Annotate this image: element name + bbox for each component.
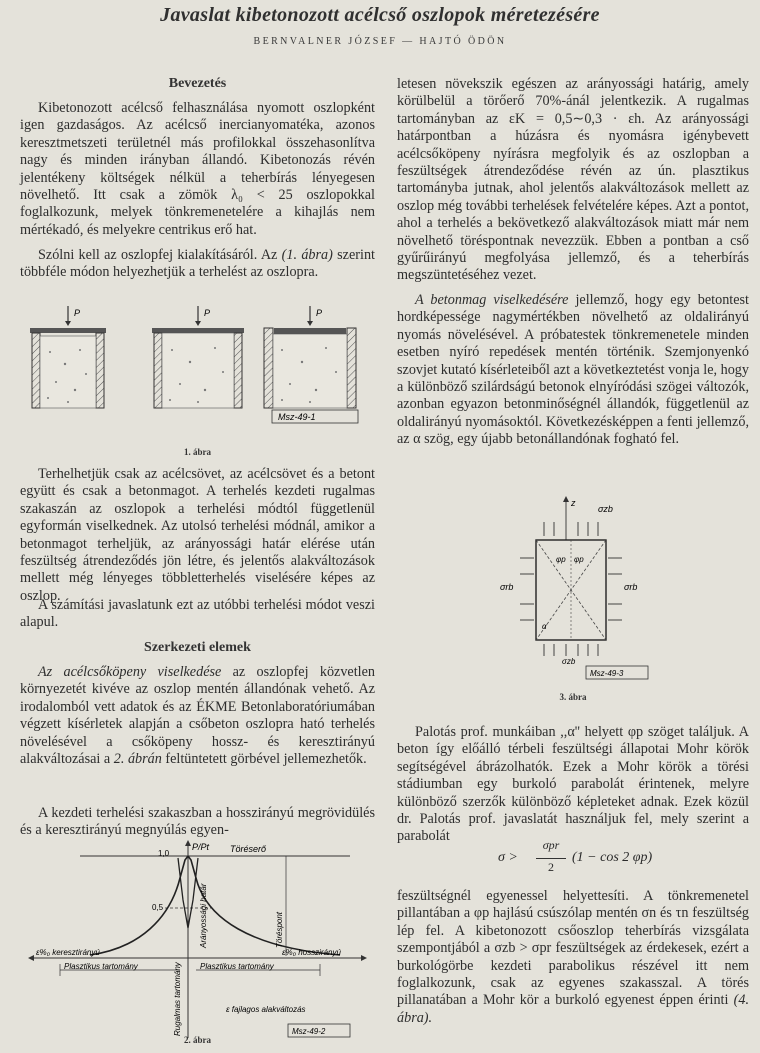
- label-alpha: α: [542, 622, 547, 631]
- figure-3-diagram: [490, 494, 650, 684]
- emphasis-term: Az acélcsőköpeny viselkedése: [38, 664, 222, 680]
- load-label: P: [316, 308, 323, 318]
- fraction-bar: [536, 858, 566, 859]
- tick-label-05: 0,5: [152, 903, 164, 912]
- paragraph-tangent-line: [397, 888, 749, 1027]
- formula: [498, 840, 698, 880]
- load-label: P: [74, 308, 81, 318]
- label-phi-1: φp: [556, 555, 566, 564]
- axis-label-load: P/Pt: [192, 842, 210, 852]
- figure-reference: (4. ábra).: [397, 992, 749, 1026]
- paragraph-steel-behaviour: [20, 664, 375, 768]
- text-segment: feltüntetett görbével jellemezhetők.: [161, 751, 367, 768]
- paragraph-loading-modes: Terhelhetjük csak az acélcsövet, az acélcsövet és a betont együtt és csak a betonmagot. A terhelés kezdeti rugalmas szakaszán az oszlopok a terhelési módtól függetlenül egyformán viselkednek. Az utolsó terhelési módnál, amikor a betonmagot terheljük, az arányossági határ elérése után feszültség átrendeződés jön létre, és jelentős alakváltozások mellett még lényeges többletterhelés viselésére képes az oszlop.: [20, 466, 375, 604]
- article-title: Javaslat kibetonozott acélcső oszlopok méretezésére: [160, 4, 600, 26]
- figure-reference: (1. ábra): [281, 247, 333, 263]
- label-sigma-rb-right: σrb: [624, 582, 638, 592]
- formula-lhs: σ >: [498, 850, 518, 865]
- figure-1-column-c: [264, 306, 358, 423]
- label-phi-2: φp: [574, 555, 584, 564]
- label-elastic-range: Rugalmas tartomány: [173, 962, 182, 1036]
- paragraph-continued: letesen növekszik egészen az arányossági határig, amely körülbelül a törőerő 70%-ánál jelentkezik. A rugalmas tartományban az εK = 0,5∼0,3 · εh. Az arányossági határpontban a húzásra és nyomásra igénybevett acélcsőköpeny nyírásra megfolyik és az oszlopban a feszültségek átrendeződése révén az ún. plasztikus tartományba jutnak, ahol jelentős alakváltozások mellett az oszlop még további terhelések felvételére képes. Azt a pontot, ahol a terhelés a bekövetkező alakváltozások miatt már nem növelhető töréspontnak nevezzük. Ebben a pontban a cső gyűrűirányú megfolyása jellemző, és a teherbírás megszüntetéséhez vezet.: [397, 76, 749, 284]
- paragraph-initial-phase: A kezdeti terhelési szakaszban a hosszirányú megrövidülés és a keresztirányú megnyúlás egyen-: [20, 805, 375, 839]
- figure-1-column-heads: [20, 302, 375, 442]
- figure-2-diagram: [20, 838, 375, 1050]
- text-segment: az oszlopfej közvetlen környezetét kivéve az oszlop mentén állandónak vehető. Az irodalomból vett adatok és az ÉKME Betonlaboratóriumában végzett kísérletek alapján a csőbeton oszlopra ható terhelés növelésével a csőköpeny hossz- és keresztirányú alakváltozásai a: [20, 664, 375, 768]
- axis-label-z: z: [571, 498, 576, 508]
- label-strain: ε fajlagos alakváltozás: [226, 1005, 306, 1014]
- label-breaking-point: Töréspont: [275, 911, 284, 948]
- formula-numerator: σpr: [542, 838, 560, 852]
- label-sigma-zb-top: σzb: [598, 504, 613, 514]
- text-segment: szerint többféle módon helyezhetjük a terhelést az oszlopra.: [20, 247, 375, 281]
- paragraph-mohr-circles: Palotás prof. munkáiban ,,α'' helyett φp szöget találjuk. A beton így előálló térbeli feszültségi állapotai Mohr körök segítségével ábrázolhatók. Ezek a Mohr körök a törési stádiumban egy burkoló parabolát érintenek, melyre különböző szerzők különböző képleteket adnak. Ezek közül dr. Palotás prof. javaslatát használjuk fel, mely szerint a parabolát: [397, 724, 749, 845]
- label-proportional-limit: Arányossági határ: [199, 883, 208, 948]
- figure-code: Msz-49-1: [278, 412, 316, 422]
- load-label: P: [204, 308, 211, 318]
- paragraph-intro-2: [20, 247, 375, 282]
- figure-3-caption: 3. ábra: [559, 692, 587, 702]
- figure-1-column-b: [152, 306, 244, 408]
- figure-2-caption: 2. ábra: [184, 1035, 211, 1045]
- emphasis-term: A betonmag viselkedésére: [415, 292, 569, 308]
- formula-denominator: 2: [548, 860, 554, 874]
- section-heading-intro: Bevezetés: [168, 76, 227, 91]
- axis-label-longitudinal: ε%₀ hosszirányú: [282, 948, 341, 957]
- text-segment: Szólni kell az oszlopfej kialakításáról. Az: [38, 247, 282, 263]
- label-sigma-zb-bottom: σzb: [562, 657, 576, 666]
- section-heading-structural: Szerkezeti elemek: [144, 640, 251, 655]
- axis-label-transverse: ε%₀ keresztirányú: [36, 948, 100, 957]
- text-segment: feszültségnél egyenessel helyettesíti. A tönkremenetel pillantában a φp hajlású csúszólap mentén σn és τn feszültség lép fel. A kibetonozott csőoszlop teherbírás vizsgálata szempontjából a σzb > σpr feszültségek az érdekesek, ezért a burkológörbe kezdeti parabolikus részével itt nem foglalkozunk, csak az egyenes szakasszal. A törés pillanatában a Mohr kör a burkoló egyenest éppen érinti: [397, 888, 749, 1009]
- figure-reference: 2. ábrán: [113, 751, 162, 768]
- figure-1-caption: 1. ábra: [184, 447, 211, 457]
- paragraph-calc-basis: A számítási javaslatunk ezt az utóbbi terhelési módot veszi alapul.: [20, 597, 375, 631]
- figure-code: Msz-49-2: [292, 1027, 326, 1036]
- text-segment: jellemző, hogy egy betontest hordképessége nagymértékben növelhető az oldalirányú nyomás növelésével. A próbatestek tönkremenetele minden esetben nyíró repedések mentén történik. Szemjonyenkó szovjet kutató kísérleteiből azt a következtetést vonja le, hogy a különböző szilárdságú betonok elnyíródási szögei változók, azonban egyazon betonminőségnél állandók, függetlenül az oldalirányú nyomásoktól. Következésképpen a fenti jellemző, az α szög, egy újabb betonállandónak fogható fel.: [397, 292, 749, 448]
- label-plastic-right: Plasztikus tartomány: [200, 962, 274, 971]
- figure-code: Msz-49-3: [590, 669, 624, 678]
- figure-1-column-a: [30, 306, 106, 408]
- label-plastic-left: Plasztikus tartomány: [64, 962, 138, 971]
- paragraph-concrete-behaviour: [397, 292, 749, 449]
- article-authors: BERNVALNER JÓZSEF — HAJTÓ ÖDÖN: [253, 36, 507, 47]
- tick-label-1: 1,0: [158, 849, 170, 858]
- label-breaking-force: Töréserő: [230, 844, 267, 854]
- label-sigma-rb-left: σrb: [500, 582, 514, 592]
- formula-rhs: (1 − cos 2 φp): [572, 850, 653, 865]
- paragraph-intro-1: Kibetonozott acélcső felhasználása nyomott oszlopként igen gazdaságos. Az acélcső inercianyomatéka, azonos keresztmetszeti területnél más profilokkal összehasonlítva nagy és minden irányban állandó. Kibetonozás révén jelentékeny költségek nélkül a teherbírás lényegesen növelhető. Itt csak a zömök λ₀ < 25 oszlopokkal foglalkozunk, melyek tönkremenetelére a kihajlás nem mértékadó, és melyekre centrikus erő hat.: [20, 100, 375, 238]
